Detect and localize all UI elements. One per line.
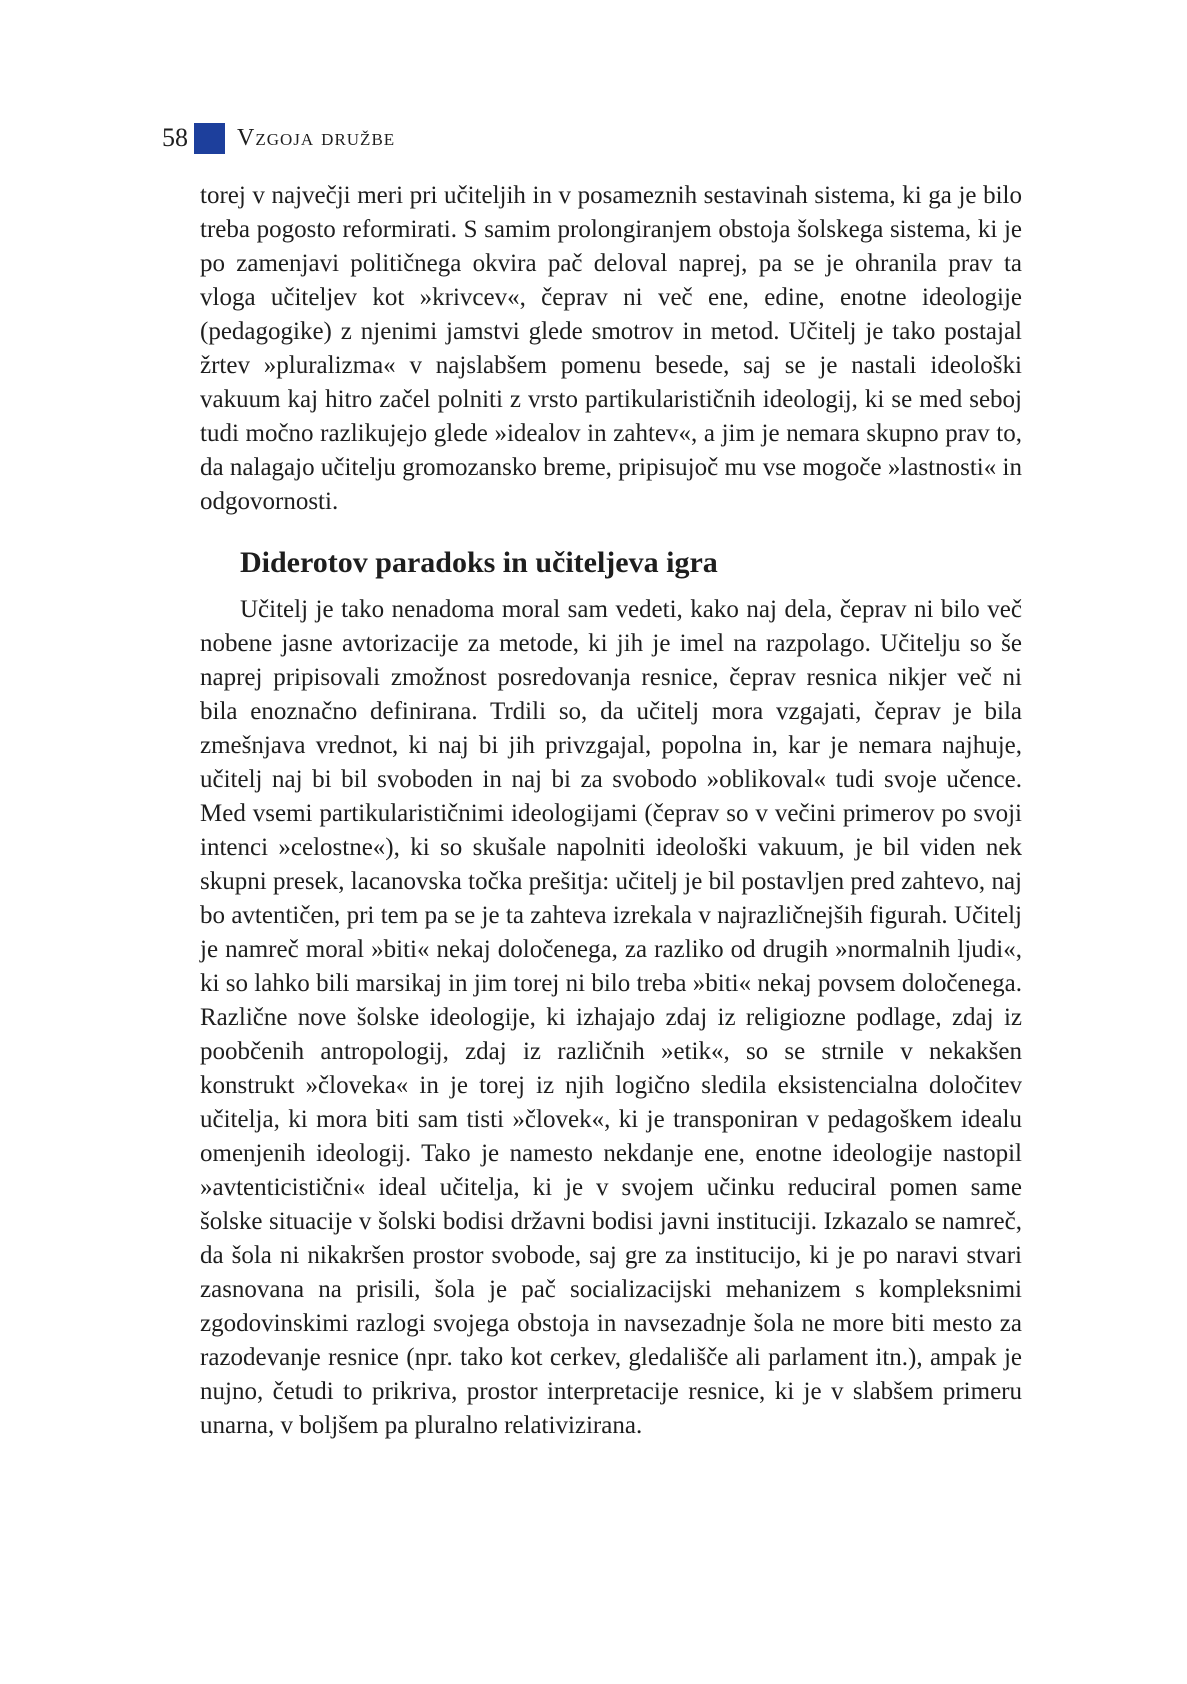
paragraph: Učitelj je tako nenadoma moral sam vedeti, kako naj dela, čeprav ni bilo več nobene jasne avtorizacije za metode, ki jih je imel na razpolago. Učitelju so še naprej pripisovali zmožnost posredovanja resnice, čeprav resnica nikjer več ni bila enoznačno definirana. Trdili so, da učitelj mora vzgajati, čeprav je bila zmešnjava vrednot, ki naj bi jih privzgajal, popolna in, kar je nemara najhuje, učitelj naj bi bil svoboden in naj bi za svobodo »oblikoval« tudi svoje učence. Med vsemi partikularističnimi ideologijami (čeprav so v večini primerov po svoji intenci »celostne«), ki so skušale napolniti ideološki vakuum, je bil viden nek skupni presek, lacanovska točka prešitja: učitelj je bil postavljen pred zahtevo, naj bo avtentičen, pri tem pa se je ta zahteva izrekala v najrazličnejših figurah. Učitelj je namreč moral »biti« nekaj določenega, za razliko od drugih »normalnih ljudi«, ki so lahko bili marsikaj in jim torej ni bilo treba »biti« nekaj povsem določenega. Različne nove šolske ideologije, ki izhajajo zdaj iz religiozne podlage, zdaj iz poobčenih antropologij, zdaj iz različnih »etik«, so se strnile v nekakšen konstrukt »človeka« in je torej iz njih logično sledila eksistencialna določitev učitelja, ki mora biti sam tisti »človek«, ki je transponiran v pedagoškem idealu omenjenih ideologij. Tako je namesto nekdanje ene, enotne ideologije nastopil »avtenticistični« ideal učitelja, ki je v svojem učinku reduciral pomen same šolske situacije v šolski bodisi državni bodisi javni instituciji. Izkazalo se namreč, da šola ni nikakršen prostor svobode, saj gre za institucijo, ki je po naravi stvari zasnovana na prisili, šola je pač socializacijski mehanizem s kompleksnimi zgodovinskimi razlogi svojega obstoja in navsezadnje šola ne more biti mesto za razodevanje resnice (npr. tako kot cerkev, gledališče ali parlament itn.), ampak je nujno, četudi to prikriva, prostor interpretacije resnice, ki je v slabšem primeru unarna, v boljšem pa pluralno relativizirana. — [200, 596, 1022, 1439]
page-number: 58 — [162, 123, 188, 152]
page-body — [200, 179, 1022, 1443]
running-title: Vzgoja družbe — [237, 125, 396, 151]
blue-square-marker — [194, 123, 225, 154]
section-heading: Diderotov paradoks in učiteljeva igra — [240, 546, 718, 579]
paragraph-continued: torej v največji meri pri učiteljih in v posameznih sestavinah sistema, ki ga je bilo treba pogosto reformirati. S samim prolongiranjem obstoja šolskega sistema, ki je po zamenjavi političnega okvira pač deloval naprej, pa se je ohranila prav ta vloga učiteljev kot »krivcev«, čeprav ni več ene, edine, enotne ideologije (pedagogike) z njenimi jamstvi glede smotrov in metod. Učitelj je tako postajal žrtev »pluralizma« v najslabšem pomenu besede, saj se je nastali ideološki vakuum kaj hitro začel polniti z vrsto partikularističnih ideologij, ki se med seboj tudi močno razlikujejo glede »idealov in zahtev«, a jim je nemara skupno prav to, da nalagajo učitelju gromozansko breme, pripisujoč mu vse mogoče »lastnosti« in odgovornosti. — [200, 182, 1022, 515]
running-header — [162, 122, 395, 154]
